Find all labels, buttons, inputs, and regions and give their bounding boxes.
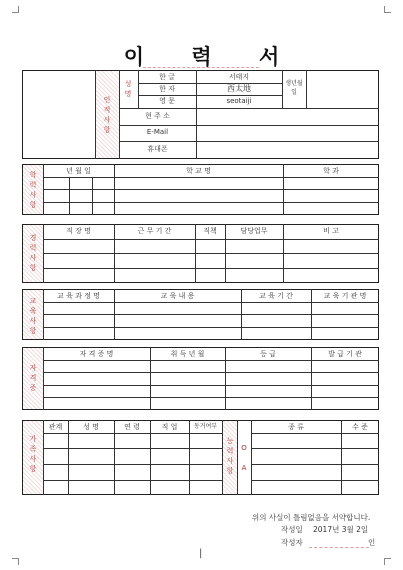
career-header-period: 근 무 기 간 <box>137 227 172 235</box>
training-header-course: 교 육 과 정 명 <box>57 292 100 300</box>
footer-date-value[interactable]: 2017년 3월 2일 <box>313 525 369 534</box>
career-section-label: 경 력 사 항 <box>29 234 37 272</box>
crop-mark-bottom-right <box>384 558 391 565</box>
english-value[interactable]: seotaiji <box>226 97 252 105</box>
name-label: 성 명 <box>124 80 132 98</box>
family-header-cohabit: 동거여부 <box>193 423 218 430</box>
career-header-company: 직 장 명 <box>66 227 91 235</box>
career-header-duty: 담당업무 <box>240 227 268 235</box>
career-header-position: 직책 <box>203 227 217 235</box>
crop-mark-top-left <box>12 6 19 13</box>
writer-signature-line[interactable] <box>309 547 369 548</box>
certificate-header-date: 취 득 년 월 <box>170 350 205 358</box>
skills-header-type: 종 류 <box>288 423 304 431</box>
footer-date-label: 작성일 <box>281 525 303 534</box>
skills-header-level: 수 준 <box>352 423 368 431</box>
training-header-period: 교 육 기 간 <box>259 292 293 300</box>
hangul-label: 한 글 <box>159 73 175 81</box>
training-header-institution: 교 육 기 관 명 <box>323 292 367 300</box>
address-label: 현 주 소 <box>145 112 170 120</box>
page-title: 이 력 서 <box>123 45 300 69</box>
education-section-label: 학 력 사 항 <box>29 171 37 209</box>
footer-statement: 위의 사실이 틀림없음을 서약합니다. <box>252 513 371 522</box>
crop-mark-bottom-left <box>12 558 19 565</box>
education-header-date: 년 월 일 <box>66 167 91 175</box>
title-underline <box>143 67 259 68</box>
footer-writer-label: 작성자 <box>281 538 303 547</box>
family-header-age: 연 령 <box>124 423 140 431</box>
crop-mark-top-right <box>384 6 391 13</box>
email-label: E-Mail <box>146 128 169 136</box>
hanja-label: 한 자 <box>159 85 175 93</box>
personal-section-label: 인 적 사 항 <box>103 96 111 134</box>
oa-label: O A <box>241 444 247 472</box>
text-cursor: | <box>199 548 203 559</box>
education-header-major: 학 과 <box>323 167 339 175</box>
skills-section-label: 능 력 사 항 <box>226 437 234 475</box>
certificate-header-grade: 등 급 <box>260 350 276 358</box>
career-header-note: 비 고 <box>323 227 339 235</box>
family-header-name: 성 명 <box>83 423 99 431</box>
certificates-section-label: 자 격 증 <box>29 364 37 392</box>
education-header-school: 학 교 명 <box>186 167 211 175</box>
training-header-content: 교 육 내 용 <box>160 292 195 300</box>
certificate-header-issuer: 발 급 기 관 <box>328 350 362 358</box>
birth-label: 생년월일 <box>285 80 303 96</box>
certificate-header-name: 자 격 증 명 <box>79 350 114 358</box>
family-section-label: 가 족 사 항 <box>29 435 37 473</box>
hangul-value[interactable]: 서태지 <box>228 73 250 81</box>
footer-seal-label: 인 <box>368 538 376 547</box>
training-section-label: 교 육 사 항 <box>29 297 37 335</box>
phone-label: 휴대폰 <box>147 145 168 153</box>
family-header-relation: 관계 <box>48 423 63 431</box>
family-header-job: 직 업 <box>161 423 178 431</box>
english-label: 영 문 <box>159 97 175 105</box>
hanja-value[interactable]: 西太地 <box>227 84 251 93</box>
